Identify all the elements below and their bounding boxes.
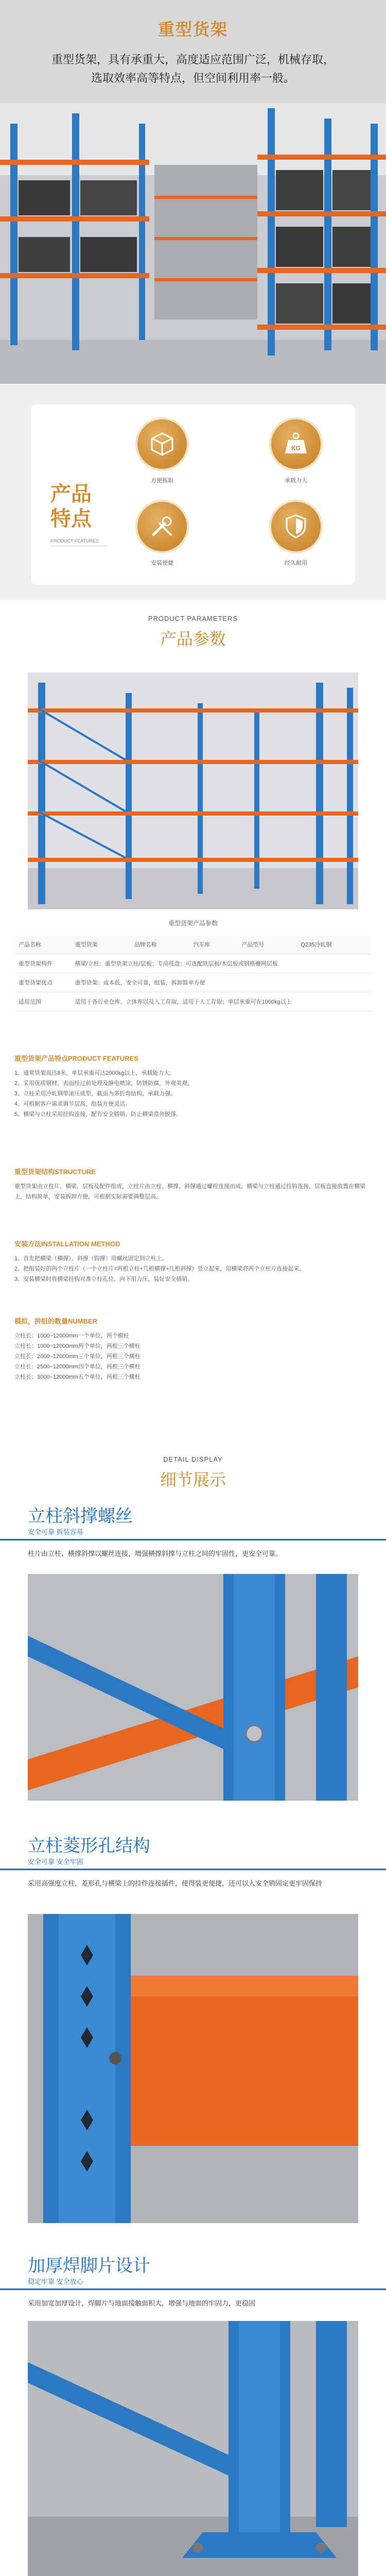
params-rack-photo	[28, 672, 358, 909]
params-title-cn: 产品参数	[160, 630, 226, 648]
table-row: 重型货架优点 重型货架：成本低，安全可靠，组装、拆卸简单方便	[14, 973, 372, 992]
detail-tags: 安全可靠 安全牢固	[28, 1858, 83, 1866]
spec-table-caption: 重型货架产品参数	[168, 920, 218, 927]
details-title-cn: 细节展示	[160, 1470, 226, 1489]
features-title-en: PRODUCT FEATURES	[50, 538, 107, 546]
detail-photo-bolt	[28, 1574, 358, 1801]
detail-title: 立柱斜撑螺丝	[28, 1506, 133, 1526]
feature-item: 方便拣取	[126, 417, 198, 484]
detail-title: 加厚焊脚片设计	[28, 2256, 150, 2276]
divider	[0, 1869, 386, 1870]
box-icon	[149, 431, 175, 456]
product-features-block: 重型货架产品特点PRODUCT FEATURES 1、通常货架高达8米，单层承重可达2000kg以上，承载能力大。 2、采用优质钢材，表面经过前处理及静电喷涂，防锈防腐，外观美观。 3、立柱采用冷轧钢带滚压成型，截面为多折弯结构，承载力强。 4、可根据客户需求调节层高，组装方便灵活。 5、横梁与立柱采用挂钩连接，配有安全插销，防止横梁意外脱落。	[14, 1055, 194, 1117]
hero-warehouse-photo	[0, 103, 386, 384]
feature-item: KG 承载力大	[260, 417, 332, 484]
install-block: 安装方法INSTALLATION METHOD 1、首先把横梁（横撑）、斜撑（钩撑）用螺丝固定到立柱上。 2、把组装好的两个立柱片（一个立柱片=两根立柱+几根横撑+几根斜撑）竖立起来，用横梁将两个立柱片连接起来。 3、安装横梁时将横梁挂钩对准立柱孔位，向下用力压，装好安全插销。	[14, 1240, 305, 1282]
shield-icon	[283, 513, 309, 539]
hero-title: 重型货架	[157, 20, 228, 39]
number-block: 模拟，拼组的数量NUMBER 立柱长：1000~12000mm一个单位，两个横柱 立柱长：1000~12000mm两个单位，两根三个横柱 立柱长：2000~12000mm三个单位，两根三个横柱 立柱长：2500~12000mm四个单位，两根三个横柱 立柱长：3000~12000mm五个单位，两根三个横柱	[14, 1317, 141, 1380]
spec-table	[14, 935, 372, 1011]
hero-description: 重型货架，具有承重大，高度适应范围广泛，机械存取，选取效率高等特点，但空间利用率一般。	[51, 53, 335, 84]
tools-icon	[149, 513, 175, 539]
detail-photo-diamond-hole	[28, 1914, 358, 2223]
structure-block: 重型货架结构STRUCTURE 重型货架由立柱片、横梁、层板及配件组成，立柱片由立柱、横撑、斜撑通过螺栓连接而成，横梁与立柱通过挂钩连接，层板直接放置在横梁上，结构简单，安装拆卸方便，可根据实际需要调整层高。	[14, 1168, 365, 1200]
svg-text:KG: KG	[291, 445, 301, 452]
table-row: 产品名称 重型货架 品牌名称 汽车库 产品型号 Q235冷轧钢	[14, 935, 372, 954]
detail-description: 采用高强度立柱，菱形孔与横梁上的挂件连接插件，使得装更便捷，还可以入安全销固定更牢固保持	[28, 1879, 323, 1887]
detail-title: 立柱菱形孔结构	[28, 1836, 150, 1856]
features-section	[0, 384, 386, 600]
detail-photo-base-plate	[28, 2321, 358, 2576]
params-title-en: PRODUCT PARAMETERS	[148, 615, 238, 622]
divider	[0, 2289, 386, 2290]
feature-item: 经久耐用	[260, 500, 332, 567]
details-title-en: DETAIL DISPLAY	[163, 1455, 223, 1463]
table-row: 适用范围 适用于各行业仓库、立体库以及人工存取，适用于人工存取；单层承重可在1000kg以上	[14, 992, 372, 1011]
weight-icon	[283, 431, 309, 456]
feature-item: 安装便捷	[126, 500, 198, 567]
detail-tags: 稳定牢靠 安全放心	[28, 2278, 83, 2285]
table-row: 重型货架构件 横梁/立柱：重型货架立柱/层板；专用托盘：可选配铁层板/木层板或钢格栅网层板	[14, 954, 372, 973]
features-title: 产品 特点	[50, 483, 92, 530]
detail-description: 采用加宽加厚设计，焊脚片与地面接触面积大，增强与地面的牢固力，更稳固	[28, 2299, 256, 2307]
features-card	[31, 404, 355, 585]
detail-description: 柱片由立柱、横撑斜撑以螺丝连接，增强横撑斜撑与立柱之间的牢固性，更安全可靠。	[28, 1550, 283, 1557]
params-section	[0, 600, 386, 1445]
detail-tags: 安全可靠 拆装容易	[28, 1528, 83, 1536]
divider	[0, 1539, 386, 1540]
hero-section	[0, 0, 386, 384]
details-section	[0, 1445, 386, 2576]
